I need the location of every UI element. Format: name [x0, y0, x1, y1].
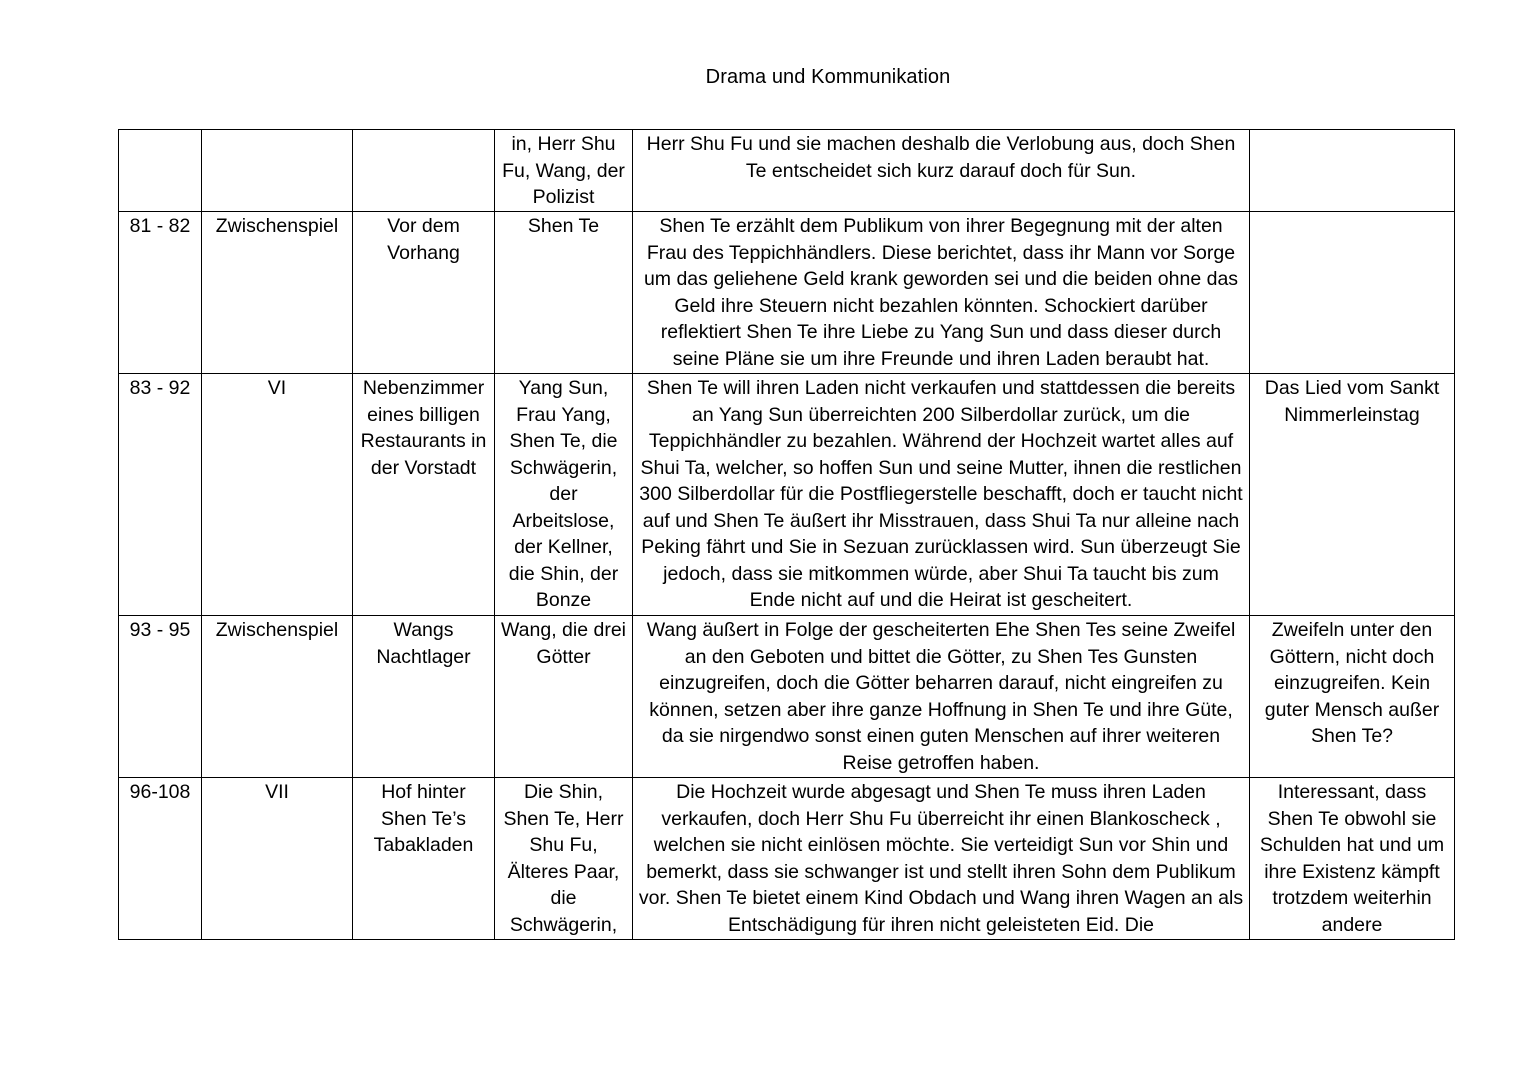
cell-notes: Zweifeln unter den Göttern, nicht doch einzugreifen. Kein guter Mensch außer Shen Te? [1250, 616, 1455, 778]
cell-pages: 81 - 82 [119, 212, 202, 374]
cell-persons: Die Shin, Shen Te, Herr Shu Fu, Älteres Paar, die Schwägerin, [495, 778, 633, 940]
cell-pages: 93 - 95 [119, 616, 202, 778]
cell-scene [202, 130, 353, 212]
cell-persons: Yang Sun, Frau Yang, Shen Te, die Schwägerin, der Arbeitslose, der Kellner, die Shin, der Bonze [495, 374, 633, 616]
cell-scene: Zwischenspiel [202, 212, 353, 374]
cell-place: Vor dem Vorhang [353, 212, 495, 374]
table-row [119, 130, 1455, 212]
cell-content: Herr Shu Fu und sie machen deshalb die Verlobung aus, doch Shen Te entscheidet sich kurz darauf doch für Sun. [633, 130, 1250, 212]
cell-content: Shen Te erzählt dem Publikum von ihrer Begegnung mit der alten Frau des Teppichhändlers. Diese berichtet, dass ihr Mann vor Sorge um das geliehene Geld krank geworden sei und die beiden ohne das Geld ihre Steuern nicht bezahlen könnten. Schockiert darüber reflektiert Shen Te ihre Liebe zu Yang Sun und dass dieser durch seine Pläne sie um ihre Freunde und ihren Laden beraubt hat. [633, 212, 1250, 374]
cell-place: Hof hinter Shen Te’s Tabakladen [353, 778, 495, 940]
cell-content: Wang äußert in Folge der gescheiterten Ehe Shen Tes seine Zweifel an den Geboten und bittet die Götter, zu Shen Tes Gunsten einzugreifen, doch die Götter beharren darauf, nicht eingreifen zu können, setzen aber ihre ganze Hoffnung in Shen Te und ihre Güte, da sie nirgendwo sonst einen guten Menschen auf ihrer weiteren Reise getroffen haben. [633, 616, 1250, 778]
table-row [119, 616, 1455, 778]
scene-overview-table [118, 129, 1455, 940]
table-row [119, 778, 1455, 940]
cell-persons: Wang, die drei Götter [495, 616, 633, 778]
cell-content: Shen Te will ihren Laden nicht verkaufen und stattdessen die bereits an Yang Sun überreichten 200 Silberdollar zurück, um die Teppichhändler zu bezahlen. Während der Hochzeit wartet alles auf Shui Ta, welcher, so hoffen Sun und seine Mutter, ihnen die restlichen 300 Silberdollar für die Postfliegerstelle beschafft, doch er taucht nicht auf und Shen Te äußert ihr Misstrauen, dass Shui Ta nur alleine nach Peking fährt und Sie in Sezuan zurücklassen wird. Sun überzeugt Sie jedoch, dass sie mitkommen würde, aber Shui Ta taucht bis zum Ende nicht auf und die Heirat ist gescheitert. [633, 374, 1250, 616]
cell-pages: 96-108 [119, 778, 202, 940]
cell-persons: Shen Te [495, 212, 633, 374]
cell-content: Die Hochzeit wurde abgesagt und Shen Te muss ihren Laden verkaufen, doch Herr Shu Fu überreicht ihr einen Blankoscheck , welchen sie nicht einlösen möchte. Sie verteidigt Sun vor Shin und bemerkt, dass sie schwanger ist und stellt ihren Sohn dem Publikum vor. Shen Te bietet einem Kind Obdach und Wang ihren Wagen an als Entschädigung für ihren nicht geleisteten Eid. Die [633, 778, 1250, 940]
cell-place: Nebenzimmer eines billigen Restaurants in der Vorstadt [353, 374, 495, 616]
cell-pages [119, 130, 202, 212]
cell-notes [1250, 130, 1455, 212]
cell-notes: Interessant, dass Shen Te obwohl sie Schulden hat und um ihre Existenz kämpft trotzdem weiterhin andere [1250, 778, 1455, 940]
table-row [119, 374, 1455, 616]
page-title: Drama und Kommunikation [705, 66, 951, 88]
cell-place: Wangs Nachtlager [353, 616, 495, 778]
cell-scene: VI [202, 374, 353, 616]
cell-pages: 83 - 92 [119, 374, 202, 616]
cell-place [353, 130, 495, 212]
table-row [119, 212, 1455, 374]
cell-persons: in, Herr Shu Fu, Wang, der Polizist [495, 130, 633, 212]
cell-scene: VII [202, 778, 353, 940]
cell-notes [1250, 212, 1455, 374]
cell-notes: Das Lied vom Sankt Nimmerleinstag [1250, 374, 1455, 616]
cell-scene: Zwischenspiel [202, 616, 353, 778]
